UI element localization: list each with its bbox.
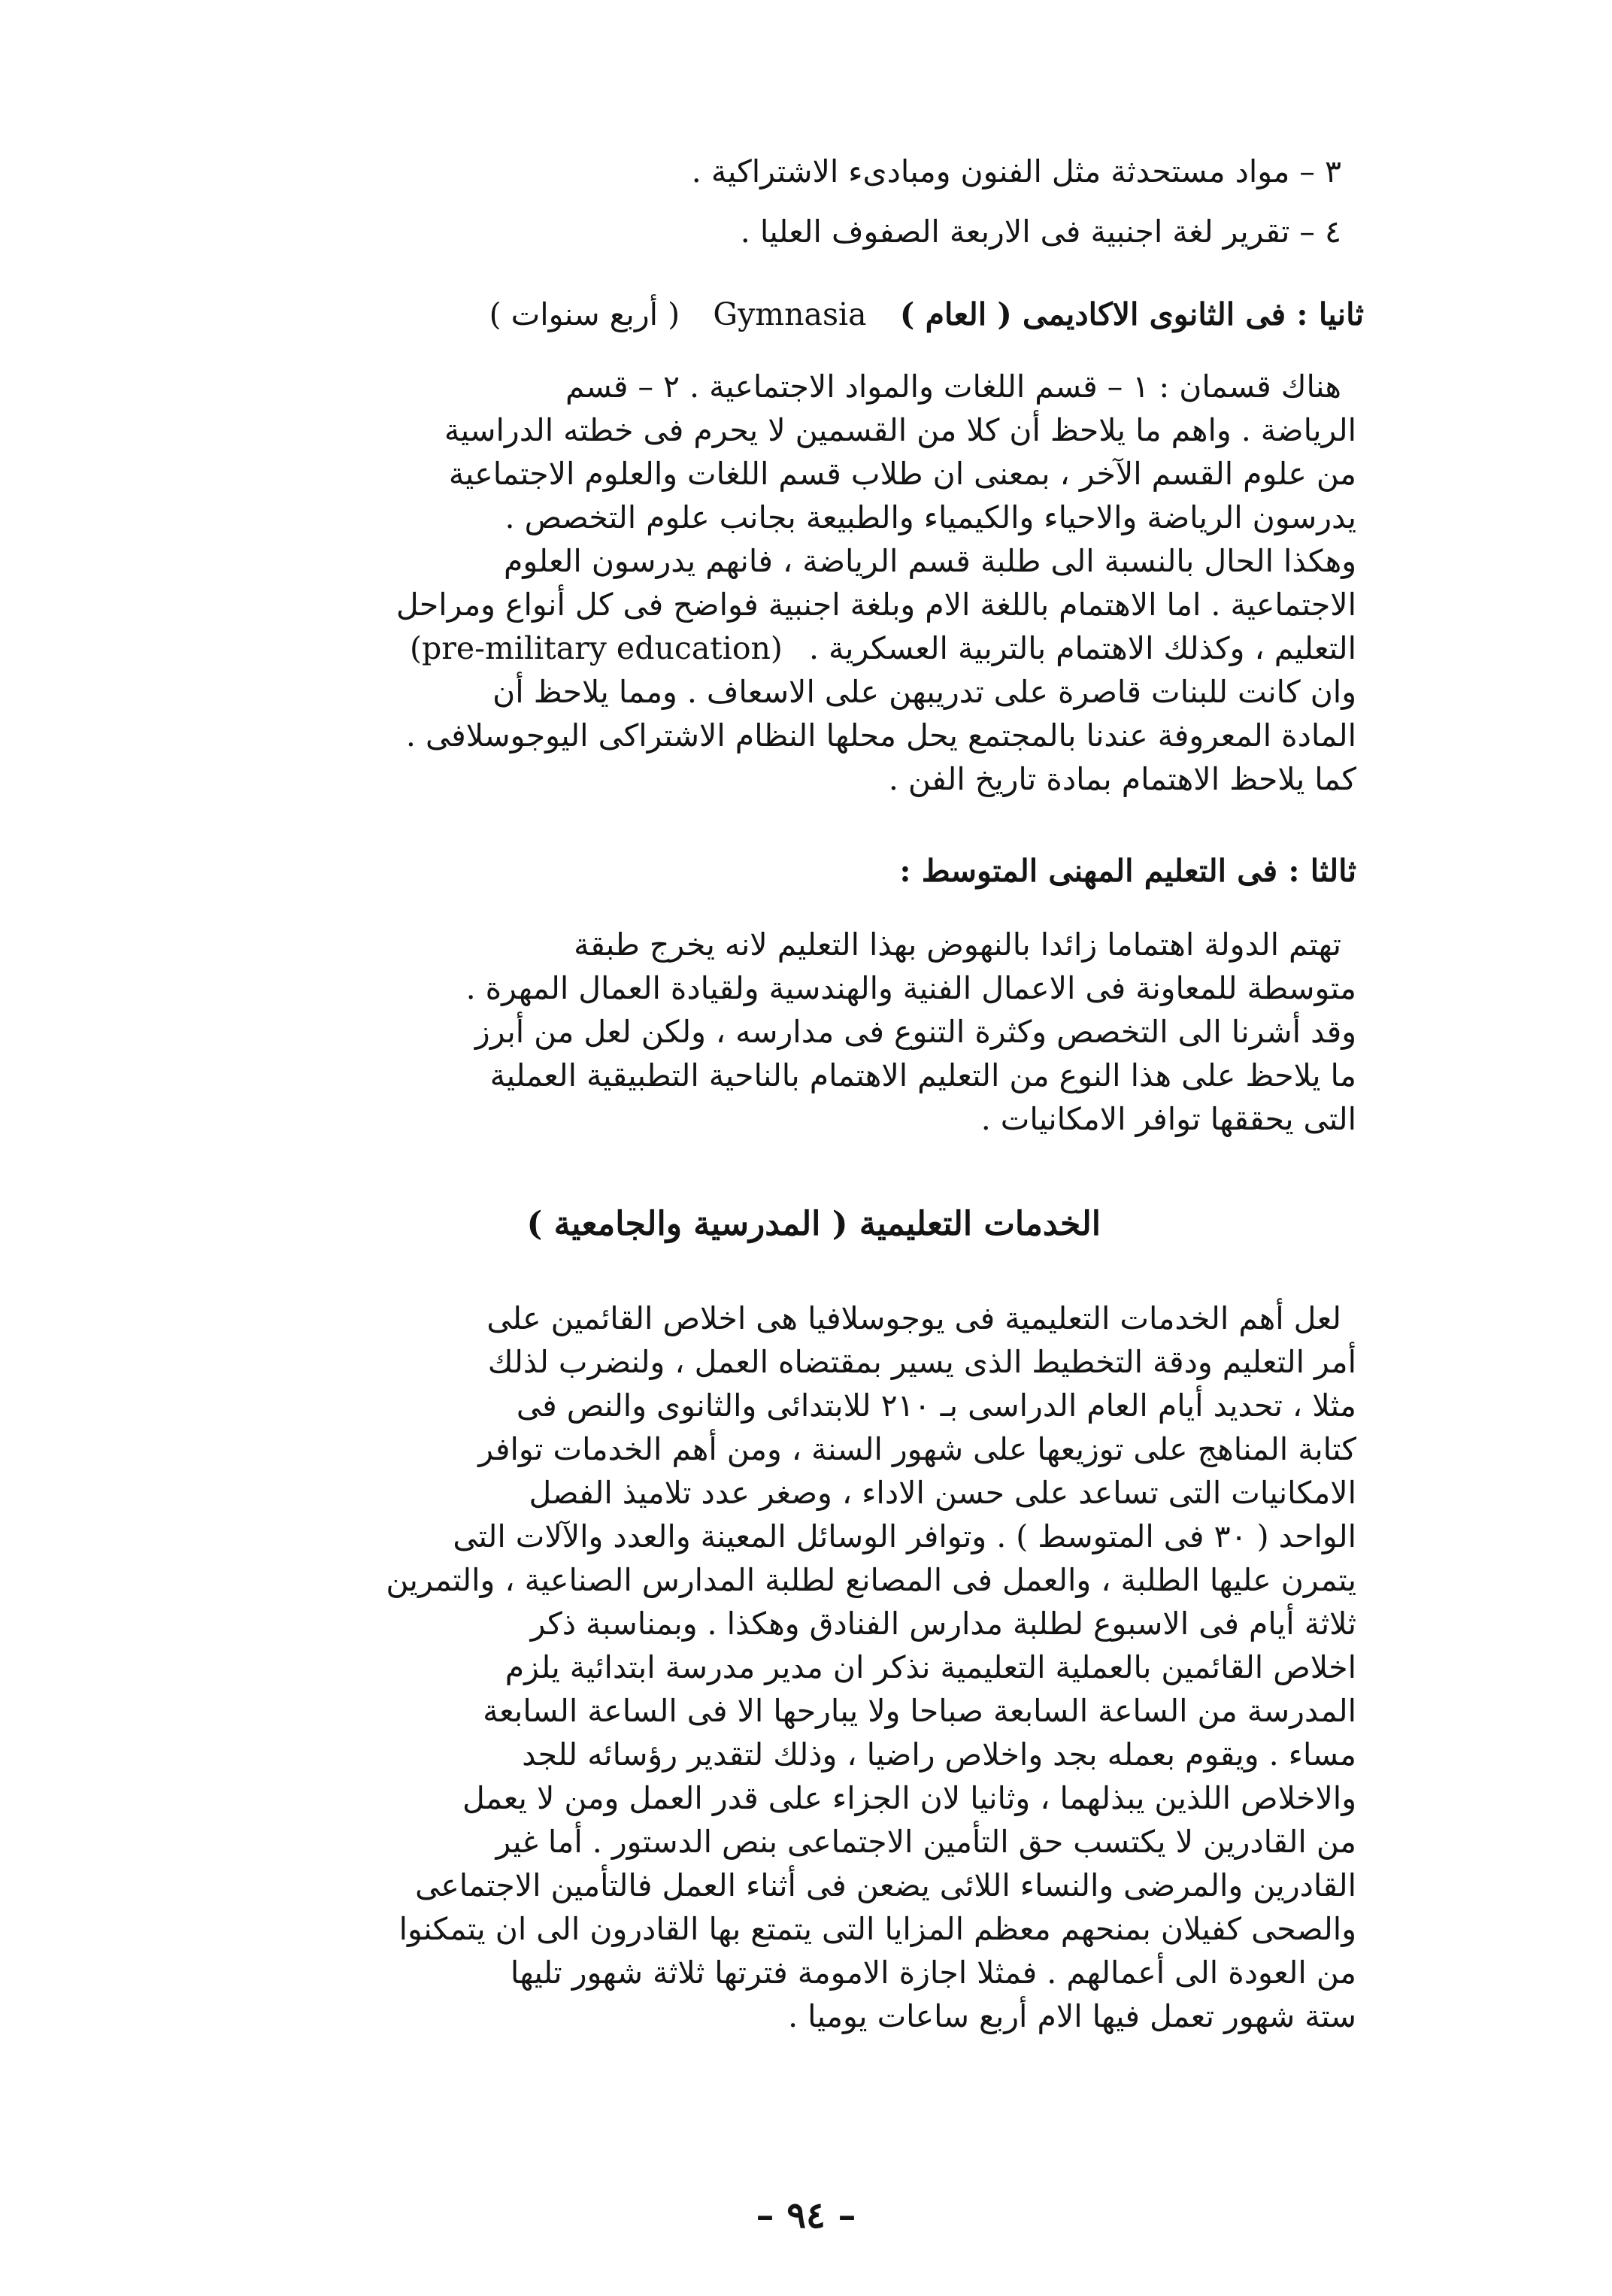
secondary-line-7 [410,627,1356,669]
section-vocational-heading: ثالثا : فى التعليم المهنى المتوسط : [899,853,1356,889]
secondary-line-4: يدرسون الرياضة والاحياء والكيمياء والطبيعة بجانب علوم التخصص . [505,499,1356,535]
vocational-line-3: وقد أشرنا الى التخصص وكثرة التنوع فى مدارسه ، ولكن لعل من أبرز [474,1014,1356,1050]
services-line-15: والصحى كفيلان بمنحهم معظم المزايا التى يتمتع بها القادرون الى ان يتمكنوا [398,1911,1356,1947]
services-line-5: الامكانيات التى تساعد على حسن الاداء ، وصغر عدد تلاميذ الفصل [529,1475,1356,1511]
secondary-line-1: هناك قسمان : ١ – قسم اللغات والمواد الاجتماعية . ٢ – قسم [565,369,1341,405]
secondary-line-2: الرياضة . واهم ما يلاحظ أن كلا من القسمين لا يحرم فى خطته الدراسية [444,412,1356,448]
vocational-line-4: ما يلاحظ على هذا النوع من التعليم الاهتمام بالناحية التطبيقية العملية [489,1057,1356,1093]
section-secondary-heading-latin: Gymnasia [713,296,867,332]
services-line-11: مساء . ويقوم بعمله بجد واخلاص راضيا ، وذلك لتقدير رؤسائه للجد [522,1736,1356,1773]
secondary-line-5: وهكذا الحال بالنسبة الى طلبة قسم الرياضة ، فانهم يدرسون العلوم [503,543,1356,579]
secondary-line-9: المادة المعروفة عندنا بالمجتمع يحل محلها النظام الاشتراكى اليوجوسلافى . [405,717,1356,754]
section-secondary-heading-main: ثانيا : فى الثانوى الاكاديمى ( العام ) [899,296,1364,332]
services-line-4: كتابة المناهج على توزيعها على شهور السنة ، ومن أهم الخدمات توافر [478,1431,1356,1467]
secondary-line-7-text: التعليم ، وكذلك الاهتمام بالتربية العسكرية . [808,630,1356,666]
services-line-16: من العودة الى أعمالهم . فمثلا اجازة الامومة فترتها ثلاثة شهور تليها [510,1955,1356,1991]
secondary-latin-note: (pre-military education) [410,630,783,666]
vocational-line-2: متوسطة للمعاونة فى الاعمال الفنية والهندسية ولقيادة العمال المهرة . [465,970,1356,1006]
services-line-14: القادرين والمرضى والنساء اللائى يضعن فى أثناء العمل فالتأمين الاجتماعى [415,1867,1356,1903]
secondary-line-3: من علوم القسم الآخر ، بمعنى ان طلاب قسم اللغات والعلوم الاجتماعية [448,456,1356,492]
services-line-17: ستة شهور تعمل فيها الام أربع ساعات يوميا . [788,1998,1356,2034]
services-line-7: يتمرن عليها الطلبة ، والعمل فى المصانع لطلبة المدارس الصناعية ، والتمرين [386,1562,1356,1598]
section-secondary-heading-note: ( أربع سنوات ) [489,296,680,332]
secondary-line-8: وان كانت للبنات قاصرة على تدريبهن على الاسعاف . ومما يلاحظ أن [492,674,1356,710]
secondary-line-6: الاجتماعية . اما الاهتمام باللغة الام وبلغة اجنبية فواضح فى كل أنواع ومراحل [395,587,1356,623]
section-services-heading: الخدمات التعليمية ( المدرسية والجامعية ) [526,1205,1101,1243]
vocational-line-1: تهتم الدولة اهتماما زائدا بالنهوض بهذا التعليم لانه يخرج طبقة [574,927,1341,963]
vocational-line-5: التى يحققها توافر الامكانيات . [980,1101,1356,1137]
section-secondary-heading [489,293,1364,335]
list-item-4: ٤ – تقرير لغة اجنبية فى الاربعة الصفوف العليا . [740,214,1341,250]
services-line-10: المدرسة من الساعة السابعة صباحا ولا يبارحها الا فى الساعة السابعة [483,1693,1356,1729]
services-line-1: لعل أهم الخدمات التعليمية فى يوجوسلافيا هى اخلاص القائمين على [486,1300,1341,1336]
secondary-line-10: كما يلاحظ الاهتمام بمادة تاريخ الفن . [888,761,1356,797]
services-line-8: ثلاثة أيام فى الاسبوع لطلبة مدارس الفنادق وهكذا . وبمناسبة ذكر [530,1606,1356,1642]
list-item-3: ٣ – مواد مستحدثة مثل الفنون ومبادىء الاشتراكية . [691,153,1341,190]
services-line-6: الواحد ( ٣٠ فى المتوسط ) . وتوافر الوسائل المعينة والعدد والآلات التى [453,1518,1356,1554]
page-number: – ٩٤ – [756,2194,856,2237]
services-line-12: والاخلاص اللذين يبذلهما ، وثانيا لان الجزاء على قدر العمل ومن لا يعمل [462,1780,1356,1816]
services-line-3: مثلا ، تحديد أيام العام الدراسى بـ ٢١٠ للابتدائى والثانوى والنص فى [516,1388,1356,1424]
services-line-13: من القادرين لا يكتسب حق التأمين الاجتماعى بنص الدستور . أما غير [495,1824,1356,1860]
services-line-2: أمر التعليم ودقة التخطيط الذى يسير بمقتضاه العمل ، ولنضرب لذلك [487,1344,1356,1380]
services-line-9: اخلاص القائمين بالعملية التعليمية نذكر ان مدير مدرسة ابتدائية يلزم [505,1649,1356,1685]
